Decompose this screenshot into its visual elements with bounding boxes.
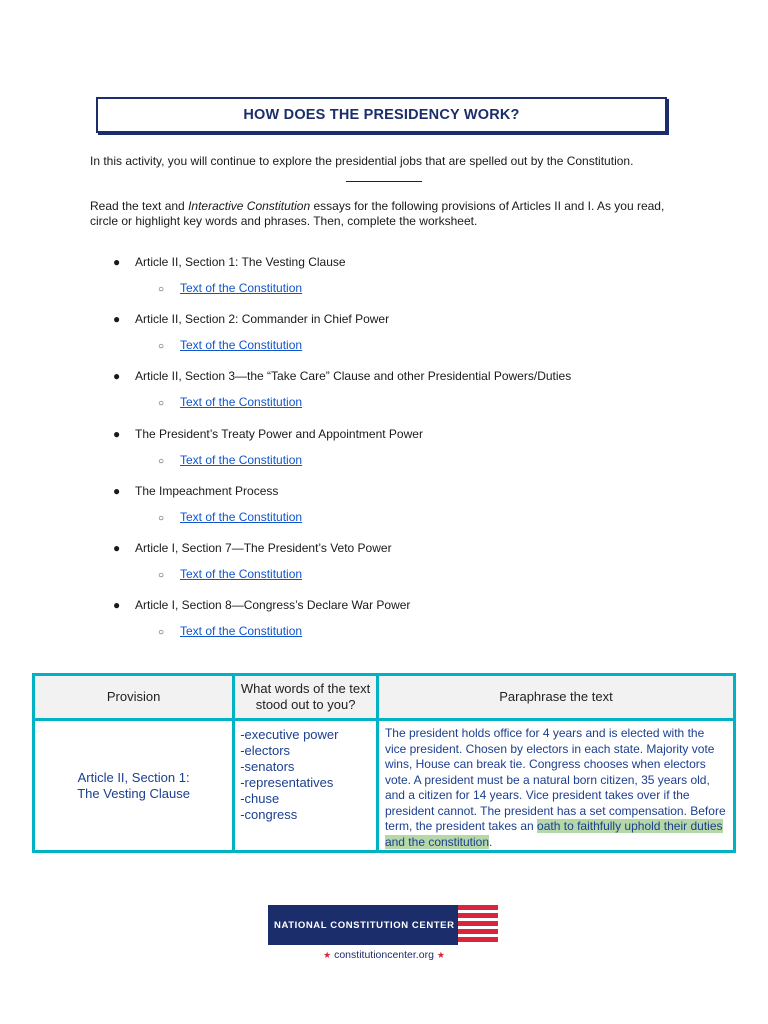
paraphrase-end: . — [489, 834, 493, 849]
instructions-em: Interactive Constitution — [188, 199, 311, 213]
provision-label: The Impeachment Process — [135, 484, 279, 498]
provision-label: The President’s Treaty Power and Appointment Power — [135, 427, 423, 441]
provision-label: Article II, Section 2: Commander in Chief Power — [135, 312, 390, 326]
worksheet-table — [32, 673, 736, 853]
circle-bullet-icon: ○ — [158, 284, 165, 295]
circle-bullet-icon: ○ — [158, 627, 165, 638]
constitution-link[interactable]: Text of the Constitution — [180, 567, 303, 581]
header-paraphrase: Paraphrase the text — [377, 675, 734, 720]
provision-line-2: The Vesting Clause — [77, 785, 190, 801]
constitution-link[interactable]: Text of the Constitution — [180, 510, 303, 524]
provision-label: Article I, Section 7—The President’s Veto Power — [135, 541, 392, 555]
title-box — [96, 97, 667, 133]
list-item — [113, 541, 392, 556]
bullet-icon: ● — [113, 427, 121, 441]
list-item — [113, 484, 278, 499]
table-row — [34, 720, 735, 852]
word-item: -chuse — [240, 791, 280, 806]
list-item — [113, 255, 346, 270]
header-words: What words of the text stood out to you? — [234, 675, 378, 720]
circle-bullet-icon: ○ — [158, 570, 165, 581]
ncc-logo — [268, 905, 500, 963]
bullet-icon: ● — [113, 369, 121, 383]
bullet-icon: ● — [113, 484, 121, 498]
page-title: HOW DOES THE PRESIDENCY WORK? — [243, 107, 520, 123]
table-header-row — [34, 675, 735, 720]
bullet-icon: ● — [113, 598, 121, 612]
logo-wordmark: NATIONAL CONSTITUTION CENTER — [268, 905, 458, 945]
paraphrase-highlight: oath to faithfully uphold their duties and the constitution — [384, 819, 723, 849]
circle-bullet-icon: ○ — [158, 513, 165, 524]
list-subitem — [158, 624, 302, 640]
bullet-icon: ● — [113, 312, 121, 326]
star-icon: ★ — [323, 950, 332, 960]
intro-text: In this activity, you will continue to explore the presidential jobs that are spelled out by the Constitution. — [90, 154, 634, 168]
provision-label: Article II, Section 1: The Vesting Clause — [135, 255, 346, 269]
provision-line-1: Article II, Section 1: — [77, 769, 190, 785]
word-item: -executive power — [240, 727, 339, 742]
provision-label: Article II, Section 3—the “Take Care” Clause and other Presidential Powers/Duties — [135, 369, 572, 383]
word-item: -congress — [240, 807, 298, 822]
circle-bullet-icon: ○ — [158, 398, 165, 409]
word-item: -representatives — [240, 775, 334, 790]
instructions-text — [90, 199, 680, 229]
word-item: -senators — [240, 759, 295, 774]
bullet-icon: ● — [113, 541, 121, 555]
provision-label: Article I, Section 8—Congress’s Declare War Power — [135, 598, 411, 612]
constitution-link[interactable]: Text of the Constitution — [180, 624, 303, 638]
list-subitem — [158, 453, 302, 469]
logo-url — [268, 949, 500, 961]
instructions-part-2: essays for the following provisions of Articles II and I. As you read, circle or highlight key words and phrases. Then, complete the worksheet. — [90, 199, 665, 228]
circle-bullet-icon: ○ — [158, 341, 165, 352]
word-item: -electors — [240, 743, 291, 758]
list-subitem — [158, 338, 302, 354]
paraphrase-cell[interactable] — [377, 720, 734, 852]
constitution-link[interactable]: Text of the Constitution — [180, 453, 303, 467]
logo-url-text: constitutioncenter.org — [334, 949, 434, 961]
list-subitem — [158, 567, 302, 583]
star-icon: ★ — [436, 950, 445, 960]
list-item — [113, 312, 389, 327]
circle-bullet-icon: ○ — [158, 456, 165, 467]
list-subitem — [158, 395, 302, 411]
instructions-part-1: Read the text and — [90, 199, 189, 213]
flag-stripes-icon — [458, 905, 498, 945]
provision-cell[interactable] — [34, 720, 234, 852]
header-provision: Provision — [34, 675, 234, 720]
constitution-link[interactable]: Text of the Constitution — [180, 338, 303, 352]
list-item — [113, 598, 410, 613]
constitution-link[interactable]: Text of the Constitution — [180, 281, 303, 295]
list-subitem — [158, 510, 302, 526]
list-item — [113, 369, 571, 384]
paraphrase-text: The president holds office for 4 years and is elected with the vice president. Chosen by electors in each state. Majority vote wins, House can break tie. Congress chooses when electors vote. A president must be a natural born citizen, 35 years old, and a citizen for 14 years. Vice president takes over if the president cannot. The president has a set compensation. Before term, the president takes an — [384, 726, 726, 833]
list-item — [113, 427, 423, 442]
list-subitem — [158, 281, 302, 297]
bullet-icon: ● — [113, 255, 121, 269]
constitution-link[interactable]: Text of the Constitution — [180, 395, 303, 409]
words-cell[interactable] — [234, 720, 378, 852]
divider — [346, 181, 422, 182]
